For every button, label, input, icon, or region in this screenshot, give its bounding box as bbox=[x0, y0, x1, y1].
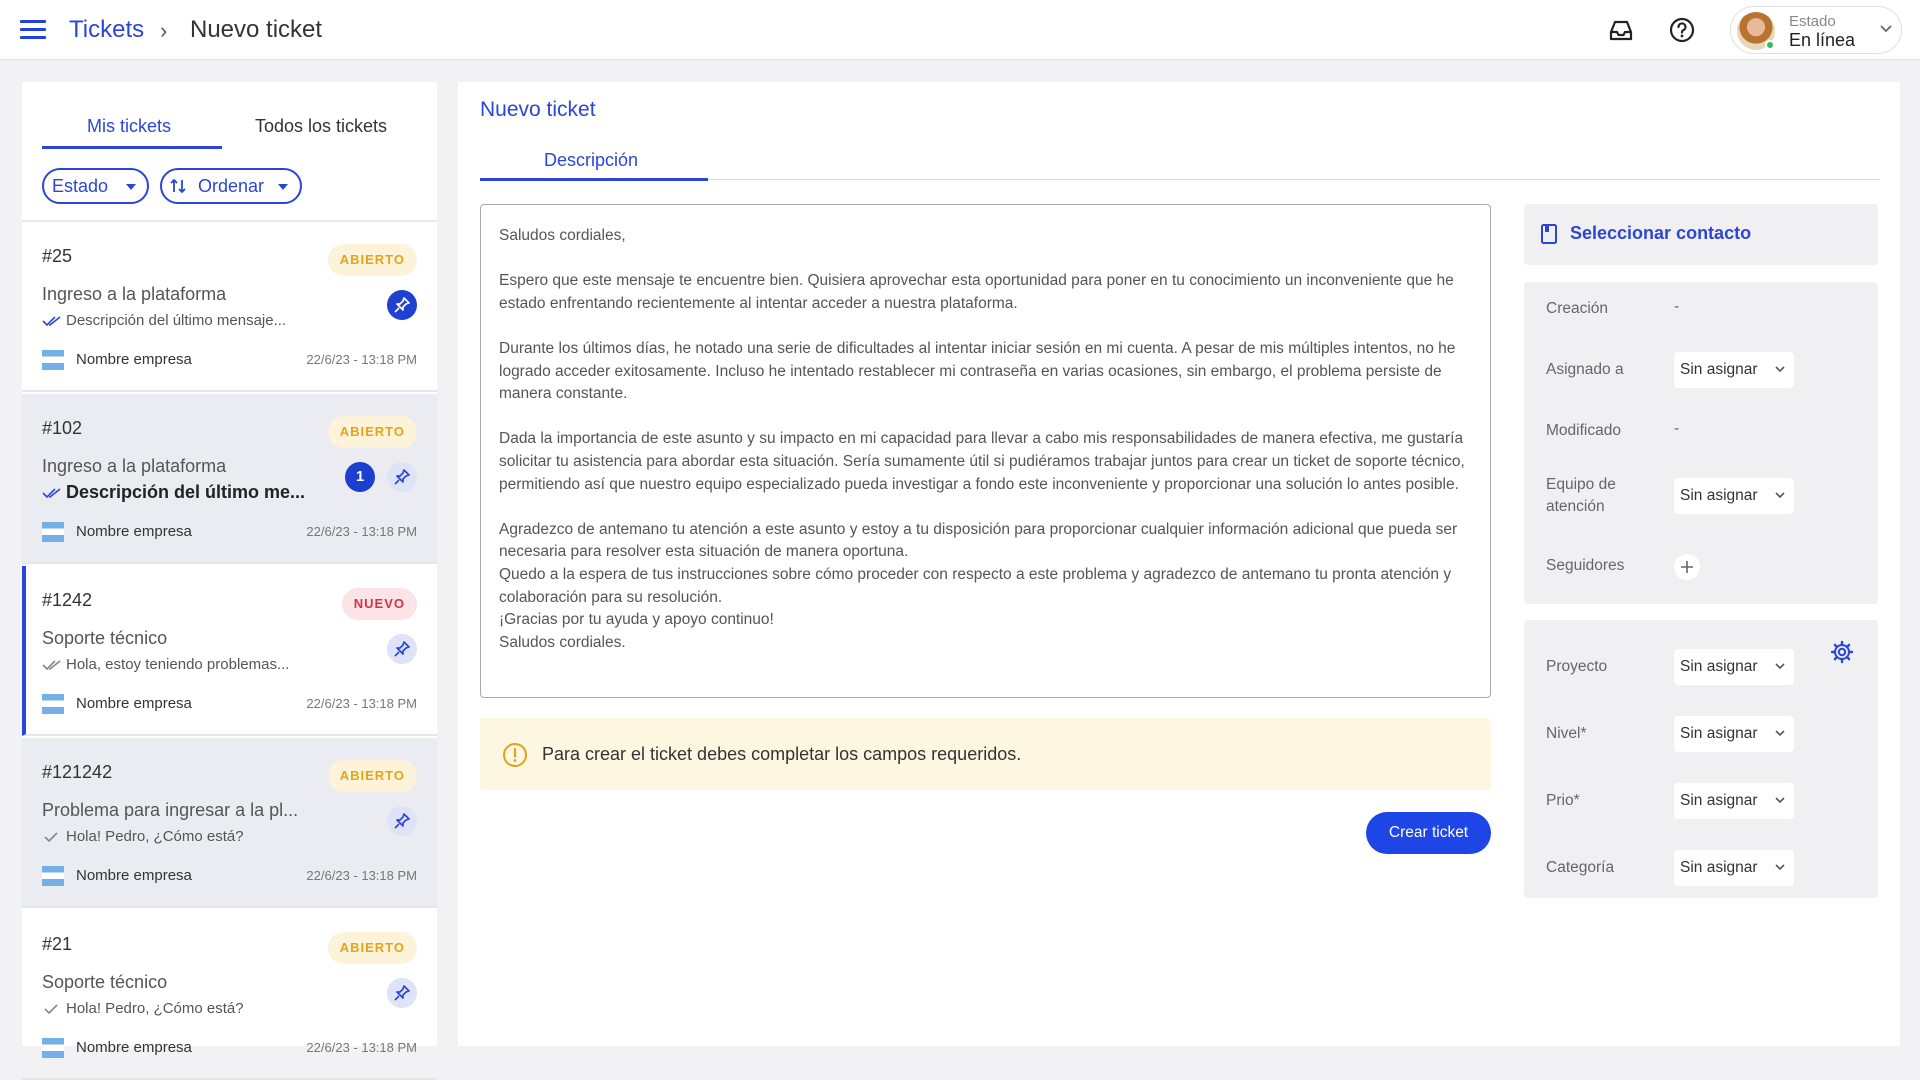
check-icon bbox=[42, 1003, 62, 1015]
double-check-icon bbox=[42, 315, 62, 327]
company-name: Nombre empresa bbox=[76, 351, 192, 368]
contact-book-icon bbox=[1540, 224, 1558, 244]
plus-icon bbox=[1674, 554, 1700, 580]
ticket-item[interactable] bbox=[22, 394, 437, 564]
ticket-message-text: Descripción del último me... bbox=[66, 482, 306, 502]
description-line: Saludos cordiales, bbox=[499, 227, 626, 244]
ticket-last-message bbox=[42, 1000, 244, 1017]
ticket-meta-panel bbox=[1524, 282, 1878, 604]
top-bar bbox=[0, 0, 1920, 60]
active-tab-indicator bbox=[480, 178, 708, 181]
select-contact-label: Seleccionar contacto bbox=[1570, 223, 1752, 243]
description-line: Agradezco de antemano tu atención a este asunto y estoy a tu disposición para proporcionar cualquier información adicional que pueda ser necesaria para resolver esta situación de manera oportuna. bbox=[499, 520, 1458, 561]
chevron-down-icon bbox=[1774, 862, 1786, 872]
category-select-value: Sin asignar bbox=[1680, 859, 1758, 876]
pin-button[interactable] bbox=[387, 978, 417, 1008]
ticket-number: #121242 bbox=[42, 762, 113, 782]
help-icon[interactable] bbox=[1667, 15, 1697, 45]
pin-icon bbox=[387, 806, 417, 836]
ticket-message-text: Descripción del último mensaje... bbox=[66, 312, 287, 329]
description-line: ¡Gracias por tu ayuda y apoyo continuo! bbox=[499, 611, 774, 629]
flag-icon bbox=[42, 522, 64, 542]
menu-icon[interactable] bbox=[20, 20, 46, 40]
chevron-down-icon bbox=[1774, 661, 1786, 671]
ordenar-filter-label: Ordenar bbox=[198, 176, 265, 196]
tab-todos-los-tickets[interactable]: Todos los tickets bbox=[255, 116, 388, 136]
pin-icon bbox=[387, 462, 417, 492]
chevron-down-icon bbox=[1774, 490, 1786, 500]
flag-icon bbox=[42, 1038, 64, 1058]
modified-label: Modificado bbox=[1546, 422, 1621, 439]
description-line: Espero que este mensaje te encuentre bien. Quisiera aprovechar esta oportunidad para poner en tu conocimiento un inconveniente que he estado enfrentando recientemente al intentar acceder a nuestra plataforma. bbox=[499, 272, 1454, 312]
assigned-select[interactable] bbox=[1674, 352, 1794, 388]
ticket-date: 22/6/23 - 13:18 PM bbox=[306, 1040, 417, 1055]
status-badge: ABIERTO bbox=[328, 932, 417, 964]
ticket-message-text: Hola! Pedro, ¿Cómo está? bbox=[66, 828, 244, 845]
status-badge: ABIERTO bbox=[328, 244, 417, 276]
inbox-icon[interactable] bbox=[1606, 15, 1636, 45]
status-value: En línea bbox=[1789, 30, 1856, 50]
caret-down-icon bbox=[278, 184, 288, 190]
company-name: Nombre empresa bbox=[76, 523, 192, 540]
user-status-selector[interactable] bbox=[1730, 6, 1902, 54]
description-line: Durante los últimos días, he notado una serie de dificultades al intentar iniciar sesión en mi cuenta. A pesar de mis múltiples intentos, no he logrado acceder exitosamente. Incluso he intentado restablecer mi contraseña en varias ocasiones, sin embargo, el problema persiste de manera constante. bbox=[499, 339, 1456, 403]
ticket-number: #21 bbox=[42, 934, 73, 954]
prio-label: Prio* bbox=[1546, 792, 1580, 809]
estado-filter[interactable] bbox=[42, 168, 149, 204]
online-status-dot bbox=[1765, 40, 1775, 50]
flag-icon bbox=[42, 350, 64, 370]
category-label: Categoría bbox=[1546, 859, 1615, 876]
project-label: Proyecto bbox=[1546, 658, 1608, 675]
level-select[interactable] bbox=[1674, 716, 1794, 752]
pin-button[interactable] bbox=[387, 806, 417, 836]
ticket-title: Soporte técnico bbox=[42, 972, 168, 992]
estado-filter-label: Estado bbox=[52, 176, 109, 196]
double-check-icon bbox=[42, 659, 62, 671]
description-line: Dada la importancia de este asunto y su impacto en mi capacidad para llevar a cabo mis responsabilidades de manera efectiva, me gustaría solicitar tu asistencia para abordar esta situación. Sería sumamente útil si pudiéramos trabajar juntos para crear un ticket de soporte técnico, permitiendo así que nuestro equipo especializado pueda investigar a fondo este inconveniente y proporcionar una solución lo antes posible. bbox=[499, 430, 1465, 493]
pin-button[interactable] bbox=[387, 634, 417, 664]
assigned-label: Asignado a bbox=[1546, 361, 1624, 378]
level-label: Nivel* bbox=[1546, 725, 1587, 742]
pin-button[interactable] bbox=[387, 290, 417, 320]
new-ticket-panel bbox=[458, 82, 1900, 1046]
ticket-item[interactable] bbox=[22, 910, 437, 1080]
ticket-title: Ingreso a la plataforma bbox=[42, 456, 227, 476]
pin-icon bbox=[387, 978, 417, 1008]
prio-select-value: Sin asignar bbox=[1680, 792, 1758, 809]
ticket-last-message bbox=[42, 656, 289, 673]
flag-icon bbox=[42, 866, 64, 886]
ticket-date: 22/6/23 - 13:18 PM bbox=[306, 524, 417, 539]
team-select[interactable] bbox=[1674, 478, 1794, 514]
ticket-item[interactable] bbox=[22, 738, 437, 908]
page-title: Nuevo ticket bbox=[190, 16, 323, 43]
description-line: Saludos cordiales. bbox=[499, 633, 626, 651]
flag-icon bbox=[42, 694, 64, 714]
check-icon bbox=[42, 831, 62, 843]
pin-button[interactable] bbox=[387, 462, 417, 492]
breadcrumb-separator: › bbox=[160, 18, 168, 43]
status-label: Estado bbox=[1789, 13, 1836, 30]
description-textarea[interactable] bbox=[480, 204, 1491, 698]
creation-value: - bbox=[1674, 298, 1680, 315]
create-ticket-button[interactable]: Crear ticket bbox=[1366, 812, 1491, 854]
unread-count-badge: 1 bbox=[345, 462, 375, 492]
team-label: Equipo de atención bbox=[1546, 476, 1616, 515]
status-badge: NUEVO bbox=[342, 588, 417, 620]
status-badge: ABIERTO bbox=[328, 416, 417, 448]
assigned-select-value: Sin asignar bbox=[1680, 361, 1758, 378]
category-select[interactable] bbox=[1674, 850, 1794, 886]
breadcrumb-tickets-link[interactable]: Tickets bbox=[69, 16, 145, 43]
validation-warning bbox=[480, 718, 1491, 790]
ticket-date: 22/6/23 - 13:18 PM bbox=[306, 696, 417, 711]
project-select[interactable] bbox=[1674, 649, 1794, 685]
chevron-down-icon bbox=[1879, 23, 1893, 33]
tab-descripcion[interactable]: Descripción bbox=[544, 150, 639, 170]
tab-mis-tickets[interactable]: Mis tickets bbox=[87, 116, 172, 136]
status-badge: ABIERTO bbox=[328, 760, 417, 792]
ticket-number: #102 bbox=[42, 418, 83, 438]
creation-label: Creación bbox=[1546, 300, 1609, 317]
ticket-title: Soporte técnico bbox=[42, 628, 168, 648]
ticket-last-message bbox=[42, 482, 305, 503]
ticket-last-message bbox=[42, 312, 286, 329]
form-title: Nuevo ticket bbox=[480, 98, 596, 121]
level-select-value: Sin asignar bbox=[1680, 725, 1758, 742]
ticket-message-text: Hola, estoy teniendo problemas... bbox=[66, 656, 290, 673]
sort-icon bbox=[168, 176, 188, 196]
ordenar-filter[interactable] bbox=[160, 168, 302, 204]
ticket-last-message bbox=[42, 828, 244, 845]
ticket-title: Problema para ingresar a la pl... bbox=[42, 800, 299, 820]
ticket-date: 22/6/23 - 13:18 PM bbox=[306, 868, 417, 883]
warning-text: Para crear el ticket debes completar los campos requeridos. bbox=[542, 744, 1022, 764]
warning-icon bbox=[502, 742, 528, 768]
modified-value: - bbox=[1674, 420, 1680, 437]
followers-label: Seguidores bbox=[1546, 557, 1625, 574]
select-contact-button[interactable] bbox=[1524, 204, 1878, 265]
ticket-classification-panel bbox=[1524, 620, 1878, 898]
pin-icon bbox=[387, 634, 417, 664]
project-select-value: Sin asignar bbox=[1680, 658, 1758, 675]
team-select-value: Sin asignar bbox=[1680, 487, 1758, 504]
ticket-item[interactable] bbox=[22, 222, 437, 392]
ticket-message-text: Hola! Pedro, ¿Cómo está? bbox=[66, 1000, 244, 1017]
ticket-title: Ingreso a la plataforma bbox=[42, 284, 227, 304]
caret-down-icon bbox=[126, 184, 136, 190]
ticket-item[interactable] bbox=[22, 566, 437, 736]
chevron-down-icon bbox=[1774, 795, 1786, 805]
chevron-down-icon bbox=[1774, 728, 1786, 738]
chevron-down-icon bbox=[1774, 364, 1786, 374]
ticket-date: 22/6/23 - 13:18 PM bbox=[306, 352, 417, 367]
company-name: Nombre empresa bbox=[76, 695, 192, 712]
ticket-list-panel bbox=[22, 82, 437, 1056]
ticket-number: #1242 bbox=[42, 590, 93, 610]
company-name: Nombre empresa bbox=[76, 867, 192, 884]
company-name: Nombre empresa bbox=[76, 1039, 192, 1056]
prio-select[interactable] bbox=[1674, 783, 1794, 819]
pin-icon bbox=[387, 290, 417, 320]
add-follower-button[interactable] bbox=[1674, 554, 1700, 580]
ticket-number: #25 bbox=[42, 246, 73, 266]
double-check-icon bbox=[42, 487, 62, 499]
description-line: Quedo a la espera de tus instrucciones sobre cómo proceder con respecto a este problema y agradezco de antemano tu pronta atención y colaboración para su resolución. bbox=[499, 565, 1452, 606]
active-tab-indicator bbox=[42, 146, 222, 149]
gear-icon[interactable] bbox=[1830, 640, 1854, 664]
